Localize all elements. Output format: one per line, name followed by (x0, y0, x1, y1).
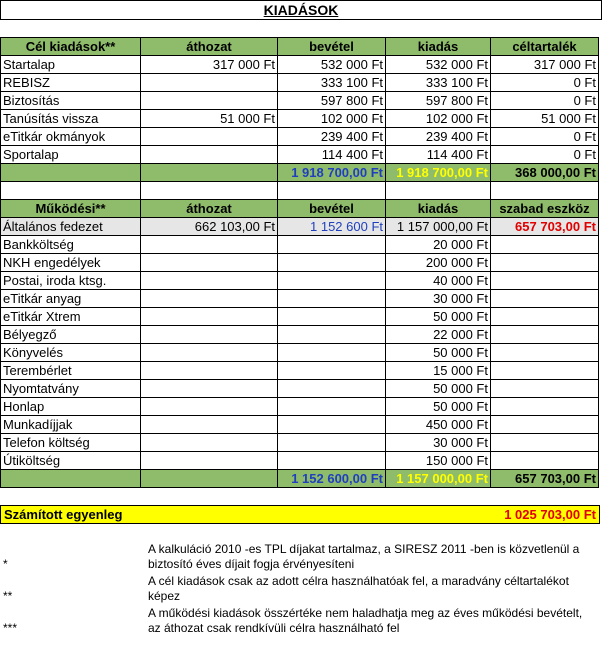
table-row (1, 74, 599, 92)
free-assets-cell[interactable]: 657 703,00 Ft (491, 218, 599, 236)
table-row (1, 344, 599, 362)
cell[interactable] (278, 344, 386, 362)
cell[interactable] (141, 326, 278, 344)
cell[interactable]: 150 000 Ft (386, 452, 491, 470)
cell[interactable]: 0 Ft (491, 146, 599, 164)
cell[interactable]: 1 152 600 Ft (278, 218, 386, 236)
cell[interactable] (278, 452, 386, 470)
operating-expenses-table (0, 199, 599, 488)
cell[interactable] (491, 182, 599, 200)
cell[interactable]: 30 000 Ft (386, 290, 491, 308)
cell[interactable]: Bankköltség (1, 236, 141, 254)
cell[interactable]: Telefon költség (1, 434, 141, 452)
cell[interactable] (278, 182, 386, 200)
totals-row (1, 164, 599, 182)
cell[interactable] (141, 236, 278, 254)
cell[interactable]: 239 400 Ft (278, 128, 386, 146)
target-expenses-header (1, 38, 599, 56)
cell[interactable] (491, 416, 599, 434)
cell[interactable]: 200 000 Ft (386, 254, 491, 272)
table-row (1, 452, 599, 470)
income-total: 1 918 700,00 Ft (278, 164, 386, 182)
cell (1, 470, 141, 488)
cell[interactable] (491, 308, 599, 326)
cell[interactable]: Postai, iroda ktsg. (1, 272, 141, 290)
cell[interactable] (141, 254, 278, 272)
free-assets-total: 657 703,00 Ft (491, 470, 599, 488)
table-row (1, 92, 599, 110)
cell[interactable] (491, 434, 599, 452)
cell[interactable]: Honlap (1, 398, 141, 416)
footnote-mark: * (3, 557, 8, 571)
cell[interactable]: 1 157 000,00 Ft (386, 218, 491, 236)
reserve-total: 368 000,00 Ft (491, 164, 599, 182)
cell[interactable]: Terembérlet (1, 362, 141, 380)
cell[interactable] (141, 182, 278, 200)
cell[interactable]: 102 000 Ft (278, 110, 386, 128)
cell[interactable]: 50 000 Ft (386, 398, 491, 416)
cell[interactable] (491, 362, 599, 380)
table-row (1, 416, 599, 434)
cell[interactable] (141, 290, 278, 308)
general-coverage-row (1, 218, 599, 236)
cell[interactable] (491, 290, 599, 308)
col-header: céltartalék (491, 38, 599, 56)
cell[interactable]: Sportalap (1, 146, 141, 164)
sheet-title: KIADÁSOK (0, 0, 602, 20)
col-header: Cél kiadások** (1, 38, 141, 56)
cell[interactable]: 50 000 Ft (386, 308, 491, 326)
cell (141, 470, 278, 488)
cell[interactable] (491, 398, 599, 416)
cell[interactable] (141, 128, 278, 146)
cell[interactable]: 333 100 Ft (386, 74, 491, 92)
table-row (1, 380, 599, 398)
cell[interactable] (278, 380, 386, 398)
col-header: Működési** (1, 200, 141, 218)
cell[interactable]: 50 000 Ft (386, 344, 491, 362)
table-row (1, 362, 599, 380)
cell[interactable]: 50 000 Ft (386, 380, 491, 398)
balance-label: Számított egyenleg (4, 507, 123, 522)
cell[interactable]: 597 800 Ft (386, 92, 491, 110)
cell[interactable] (141, 416, 278, 434)
cell[interactable]: eTitkár okmányok (1, 128, 141, 146)
cell[interactable] (141, 362, 278, 380)
footnote-text: A kalkuláció 2010 -es TPL díjakat tartalmaz, a SIRESZ 2011 -ben is közvetlenül a biztosító éves díjait fogja érvényesíteni (148, 542, 580, 571)
cell[interactable] (491, 272, 599, 290)
cell[interactable]: 114 400 Ft (386, 146, 491, 164)
cell[interactable] (278, 326, 386, 344)
cell[interactable]: 114 400 Ft (278, 146, 386, 164)
cell[interactable]: 532 000 Ft (278, 56, 386, 74)
footnotes (0, 542, 602, 638)
calculated-balance-row (0, 505, 600, 524)
footnote (0, 542, 602, 574)
cell[interactable]: 239 400 Ft (386, 128, 491, 146)
cell[interactable] (491, 254, 599, 272)
cell[interactable] (141, 380, 278, 398)
cell[interactable]: 22 000 Ft (386, 326, 491, 344)
cell[interactable]: NKH engedélyek (1, 254, 141, 272)
cell[interactable]: Bélyegző (1, 326, 141, 344)
cell[interactable]: Nyomtatvány (1, 380, 141, 398)
cell[interactable] (278, 308, 386, 326)
cell[interactable]: 30 000 Ft (386, 434, 491, 452)
totals-row (1, 470, 599, 488)
cell[interactable]: REBISZ (1, 74, 141, 92)
table-row (1, 254, 599, 272)
cell[interactable] (278, 416, 386, 434)
cell (141, 164, 278, 182)
balance-value: 1 025 703,00 Ft (504, 507, 596, 522)
footnote (0, 574, 602, 606)
table-row (1, 110, 599, 128)
col-header: bevétel (278, 200, 386, 218)
cell[interactable]: 317 000 Ft (491, 56, 599, 74)
cell[interactable] (278, 272, 386, 290)
cell[interactable] (141, 146, 278, 164)
cell[interactable]: 317 000 Ft (141, 56, 278, 74)
cell[interactable]: Tanúsítás vissza (1, 110, 141, 128)
cell[interactable]: 15 000 Ft (386, 362, 491, 380)
cell[interactable] (278, 362, 386, 380)
cell[interactable] (491, 452, 599, 470)
cell[interactable] (141, 74, 278, 92)
cell[interactable]: 51 000 Ft (491, 110, 599, 128)
cell[interactable] (386, 182, 491, 200)
cell[interactable] (278, 290, 386, 308)
cell[interactable] (141, 452, 278, 470)
cell[interactable] (1, 182, 141, 200)
expense-total: 1 157 000,00 Ft (386, 470, 491, 488)
cell[interactable]: Biztosítás (1, 92, 141, 110)
cell[interactable]: Általános fedezet (1, 218, 141, 236)
cell[interactable]: Könyvelés (1, 344, 141, 362)
cell[interactable]: Startalap (1, 56, 141, 74)
operating-expenses-header (1, 200, 599, 218)
cell[interactable] (278, 398, 386, 416)
footnote-mark: *** (3, 621, 18, 635)
expense-total: 1 918 700,00 Ft (386, 164, 491, 182)
col-header: szabad eszköz (491, 200, 599, 218)
table-row (1, 236, 599, 254)
col-header: bevétel (278, 38, 386, 56)
col-header: áthozat (141, 200, 278, 218)
cell[interactable] (491, 236, 599, 254)
cell[interactable]: eTitkár Xtrem (1, 308, 141, 326)
cell[interactable]: 333 100 Ft (278, 74, 386, 92)
cell[interactable] (141, 434, 278, 452)
footnote-text: A működési kiadások összértéke nem haladhatja meg az éves működési bevételt, az áthozat csak rendkívüli célra használható fel (148, 606, 583, 635)
cell[interactable] (141, 398, 278, 416)
cell[interactable]: 51 000 Ft (141, 110, 278, 128)
cell[interactable]: eTitkár anyag (1, 290, 141, 308)
cell[interactable]: 20 000 Ft (386, 236, 491, 254)
cell[interactable]: 40 000 Ft (386, 272, 491, 290)
table-row (1, 146, 599, 164)
cell[interactable]: 0 Ft (491, 92, 599, 110)
col-header: áthozat (141, 38, 278, 56)
table-row (1, 308, 599, 326)
cell[interactable] (278, 434, 386, 452)
col-header: kiadás (386, 38, 491, 56)
cell (1, 164, 141, 182)
cell[interactable]: 0 Ft (491, 128, 599, 146)
table-row (1, 290, 599, 308)
cell[interactable]: Útiköltség (1, 452, 141, 470)
cell[interactable] (491, 380, 599, 398)
cell[interactable]: 450 000 Ft (386, 416, 491, 434)
col-header: kiadás (386, 200, 491, 218)
table-row (1, 434, 599, 452)
table-row (1, 128, 599, 146)
cell[interactable]: Munkadíjjak (1, 416, 141, 434)
cell[interactable]: 662 103,00 Ft (141, 218, 278, 236)
spacer-row (1, 182, 599, 200)
target-expenses-table (0, 37, 599, 200)
table-row (1, 272, 599, 290)
income-total: 1 152 600,00 Ft (278, 470, 386, 488)
cell[interactable] (278, 254, 386, 272)
cell[interactable] (491, 344, 599, 362)
table-row (1, 56, 599, 74)
cell[interactable] (141, 344, 278, 362)
cell[interactable] (141, 308, 278, 326)
footnote-text: A cél kiadások csak az adott célra használhatóak fel, a maradvány céltartalékot képez (148, 574, 569, 603)
table-row (1, 398, 599, 416)
footnote (0, 606, 602, 638)
cell[interactable]: 532 000 Ft (386, 56, 491, 74)
cell[interactable]: 0 Ft (491, 74, 599, 92)
cell[interactable] (491, 326, 599, 344)
cell[interactable]: 102 000 Ft (386, 110, 491, 128)
footnote-mark: ** (3, 589, 13, 603)
cell[interactable]: 597 800 Ft (278, 92, 386, 110)
cell[interactable] (278, 236, 386, 254)
table-row (1, 326, 599, 344)
cell[interactable] (141, 92, 278, 110)
cell[interactable] (141, 272, 278, 290)
